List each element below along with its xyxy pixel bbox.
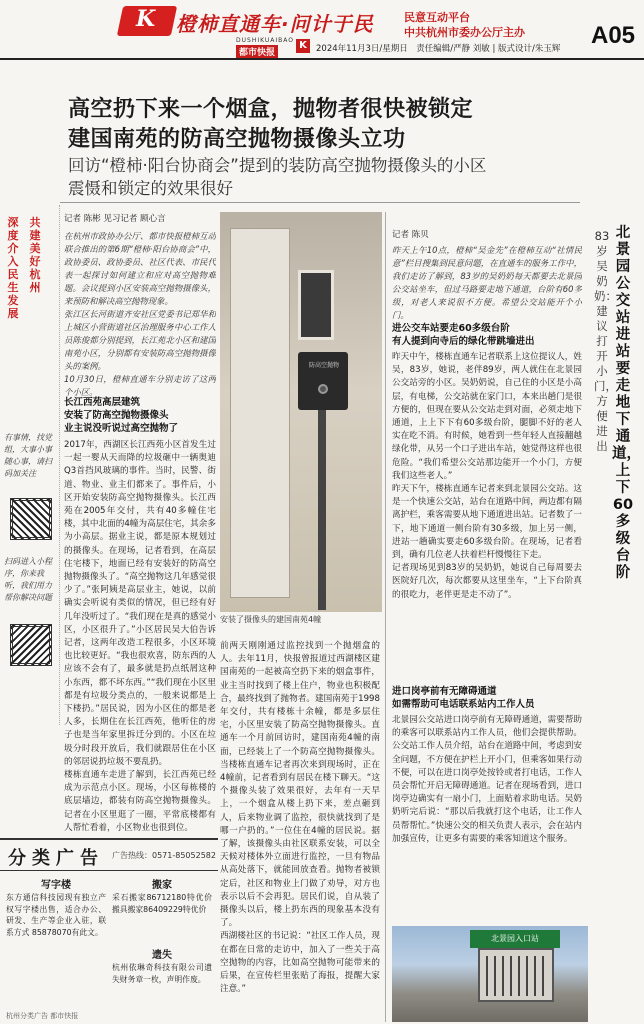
subheadline-line-2: 震慑和锁定的效果很好 bbox=[68, 179, 233, 198]
classified-col1-body: 东方通信科技园现有独立产权写字楼出售，适合办公、研发、生产等企业入驻，联系方式 85878070有此文。 bbox=[6, 893, 106, 937]
right-section-1-body: 昨天中午，楼栋直通车记者联系上这位提议人，姓吴，83岁，她说，老伴89岁，两人就住在北景园公交站旁的小区。吴奶奶说，自己住的小区是小高层，有电梯，公交站就在家门口，本来出趟门是很方便的，但现在要从公交站走到对面，必须走地下通道，上上下下有60多级台阶，腿脚不好的老人实在吃不消。有时候，她看到一些年轻人直接翻越绿化带，从另一个口子进出车站，她觉得这样也很危险。“我们希望公交站那边能开一个小门，方便我们这些老人。” 昨天下午，楼栋直通车记者来到北景园公交站。这是一个快速公交站，站台在道路中间，两边都有隔离护栏，乘客需要从地下通道进出站。记者数了一下，地下通道一侧台阶有30多级，加上另一侧，进站一趟确实要走60多级台阶。在现场，记者看到，确有几位老人扶着栏杆慢慢往下走。 记者现场见到83岁的吴奶奶，她说自己每周要去医院好几次，每次都要从这里坐车，“上下台阶真的很吃力，老伴更是走不动了”。 bbox=[392, 352, 582, 600]
left-article-header bbox=[64, 212, 216, 400]
k-logo-icon: K bbox=[296, 39, 310, 53]
middle-body-2: 西湖楼社区的书记说：“社区工作人员，现在都在日常的走访中，加入了一些关于高空抛物的内容，比如高空抛物可能带来的后果，在宣传栏里张贴了海报，提醒大家注意。” bbox=[220, 931, 380, 995]
right-article-header bbox=[392, 228, 582, 324]
middle-article-body bbox=[220, 640, 380, 1020]
page-number: A05 bbox=[591, 22, 636, 49]
left-section-body-2: 楼栋直通车走进了解到，长江西苑已经成为示范点小区。现场，小区每栋楼的底层墙边，都装有防高空抛物摄像头。记者在小区里逛了一圈，平常底楼都有人帮忙看着，小区物业也很到位。 bbox=[64, 770, 216, 833]
sidebar-vertical-slogan-1: 深度介入民生发展 bbox=[7, 216, 19, 320]
right-headline-main: 北景园公交站进站要走地下通道，上下60多级台阶 bbox=[612, 225, 641, 581]
brand-title: 橙柿直通车·问计于民 bbox=[176, 12, 374, 36]
classified-col1-head: 写字楼 bbox=[41, 880, 71, 891]
paper-name: 都市快报 bbox=[236, 45, 278, 58]
sidebar-note-2: 扫码进入小程序，你来我听，我们用力帮你解决问题 bbox=[4, 557, 52, 602]
right-section-2-body: 北景园公交站进口岗亭前有无障碍通道，需要帮助的乘客可以联系站内工作人员，他们会提供帮助。公交站工作人员介绍，站台在道路中间，考虑到安全问题，不方便在护栏上开小门，但乘客如果行动不便，可以在进口岗亭处按铃或者打电话，工作人员会帮忙开启无障碍通道。记者在现场看到，进口岗亭边确实有一扇小门，上面贴着求助电话。吴奶奶听完后说：“那以后我就打这个电话，让工作人员帮帮忙。”快速公交的相关负责人表示，会在站内加强宣传，让更多有需要的乘客知道这个服务。 bbox=[392, 715, 582, 844]
classified-col3-head: 遗失 bbox=[152, 950, 172, 961]
bus-station-sign: 北景园入口站 bbox=[470, 930, 560, 948]
sidebar-vertical-slogan-2: 共建美好杭州 bbox=[29, 216, 41, 294]
photo-caption: 安装了摄像头的建国南苑4幢 bbox=[220, 615, 322, 624]
right-article-byline: 记者 陈贝 bbox=[392, 230, 429, 240]
classified-col3-body: 杭州依琳奇科技有限公司遗失财务章一枚，声明作废。 bbox=[112, 963, 212, 984]
left-section-body: 2017年，西湖区长江西苑小区首发生过一起一婴从天而降的垃圾砸中一辆奥迪Q3首挡风玻璃的事件。当时，民警、街道、物业、业主们都来了。事件后，小区开始安装防高空抛物摄像头。长江西苑在2005年交付，共有40多幢住宅楼，其中北面的4幢为高层住宅，其余多为小高层。据业主说，都是原本规划过的摄像头。在现场，记者看到，在高层住宅楼下，地面已经有安装好的防高空抛物摄像头了。“高空抛物这几年感觉很少了。”张阿姨是高层业主，她说，以前确实会听说有类似的情况，但已经有好几年没听过了。“我们现在是真的感觉小区，小区很升了。”小区居民吴大伯告诉记者，这两年改造工程很多，小区环境也比较更好。“我也很欢喜，防东西的人应该不会有了，最多就是扔点纸屑这种小东西，都不坏东西。”“我们现在小区里都是有垃圾分类点的，一般来说都是上下楼扔。”居民说，因为小区住的都是老人多，长期住在长江西苑，他听住的房子也是当年家里拆迁分到的。小区在垃圾分时段开放后，我们就跟居住在小区的邻居说扔垃圾不要乱扔。 bbox=[64, 440, 216, 767]
right-section-2-title: 进口岗亭前有无障碍通道 如需帮助可电话联系站内工作人员 bbox=[392, 686, 535, 710]
right-vertical-headline bbox=[594, 225, 641, 715]
column-divider bbox=[385, 212, 386, 1022]
right-section-1-title: 进公交车站要走60多级台阶 有人提到向寺后的绿化带跳墙进出 bbox=[392, 323, 535, 347]
brand-subtitle-1: 民意互动平台 bbox=[404, 11, 470, 24]
right-article-intro: 昨天上午10点，橙柿“吴金先”在橙柿互动“社情民意”栏目搜集到民意问题，在直通车的服务工作中，我们走访了解到，83岁的吴奶奶每天都要去北景园公交站坐车，但过马路要走地下通道，台阶有60多级，对老人来说很不方便。希望公交站能开个小门。 bbox=[392, 245, 582, 320]
classified-footer: 杭州分类广告 都市快报 bbox=[6, 1012, 79, 1020]
qr-code-icon[interactable] bbox=[10, 498, 52, 540]
camera-box-label: 防高空抛物 bbox=[308, 362, 339, 369]
miniprogram-qr-icon[interactable] bbox=[10, 624, 52, 666]
paper-pinyin: DUSHIKUAIBAO bbox=[236, 37, 294, 44]
date-line: 2024年11月3日/星期日 责任编辑/严静 刘敏 | 版式设计/朱玉辉 bbox=[316, 44, 561, 54]
headline-line-2: 建国南苑的防高空抛物摄像头立功 bbox=[68, 127, 406, 152]
right-headline-sub: 83岁吴奶奶：建议打开小门，方便进出 bbox=[594, 229, 617, 453]
left-section-title: 长江西苑高层建筑 安装了防高空抛物摄像头 业主说没听说过高空抛物了 bbox=[64, 397, 179, 434]
photo-window bbox=[298, 270, 334, 340]
subheadline-line-1: 回访“橙柿·阳台协商会”提到的装防高空抛物摄像头的小区 bbox=[68, 156, 487, 175]
classified-title: 分类广告 bbox=[8, 848, 104, 869]
camera-lens-icon bbox=[318, 384, 328, 394]
classified-phone: 广告热线：0571-85052582 bbox=[112, 851, 216, 860]
classified-col2-body: 采石搬家86712180特优价搬具搬家86409229特优价 bbox=[112, 893, 212, 914]
photo-building bbox=[230, 228, 290, 598]
left-article-body bbox=[64, 396, 216, 836]
right-article-body bbox=[392, 322, 582, 922]
logo-letter: K bbox=[136, 6, 156, 32]
middle-body: 前两天刚刚通过监控找到一个抛烟盒的人。去年11月，快报曾报道过西湖楼区建国南苑的一起被高空扔下来的烟盒事件，业主当时找到了楼上住户，物业也积极配合，最终找到了抛物者。建国南苑于1998年交付，共有楼栋十余幢，都是多层住宅，小区里安装了防高空抛物摄像头。直通车一个月前回访时，建国南苑4幢的南面，已经装上了一个防高空抛物摄像头。当楼栋直通车记者再次来到现场时，正在4幢前，记者看到有居民在楼下聊天。“这个摄像头装了效果很好，去年有一天早上，一个烟盒从楼上扔下来，差点砸到人，后来物业调了监控，很快就找到了是哪一户扔的。”一位住在4幢的居民说。据了解，该摄像头由社区联系安装，可以全天候对楼体外立面进行监控，一旦有物品从高处落下，就能回放查看。抛物者被锁定后，社区和物业上门做了劝导，对方也表示以后不会再犯。居民们说，自从装了摄像头以后，楼上扔东西的现象基本没有了。 bbox=[220, 641, 380, 929]
headline-line-1: 高空扔下来一个烟盒，抛物者很快被锁定 bbox=[68, 97, 474, 122]
gate-bars bbox=[486, 956, 546, 996]
sidebar-note-1: 有事情，找党组，大事小事随心事，请扫码加关注 bbox=[4, 433, 52, 478]
left-article-intro: 在杭州市政协办公厅、都市快报橙柿互动联合推出的第6期“橙柿·阳台协商会”中，政协委员、政协委员、社区代表、市民代表一起探讨如何建立和应对高空抛物难题。会议提到小区安装高空抛物摄像头，来预防和解决高空抛物现象。 张江区长河街道齐安社区党委书记郑华和上城区小营街道社区治理服务中心工作人员陈俊都分别提到，长江苑北小区和建国南苑小区，分别都有安装防高空抛物摄像头的案例。 10月30日，橙柿直通车分别走访了这两个小区。 bbox=[64, 231, 216, 397]
brand-subtitle-2: 中共杭州市委办公厅主办 bbox=[404, 26, 525, 39]
camera-pole bbox=[318, 400, 326, 610]
headline-divider bbox=[60, 202, 580, 203]
left-article-byline: 记者 陈彬 见习记者 顾心言 bbox=[64, 214, 166, 224]
classified-divider bbox=[0, 870, 218, 871]
classified-col2-head: 搬家 bbox=[152, 880, 172, 891]
